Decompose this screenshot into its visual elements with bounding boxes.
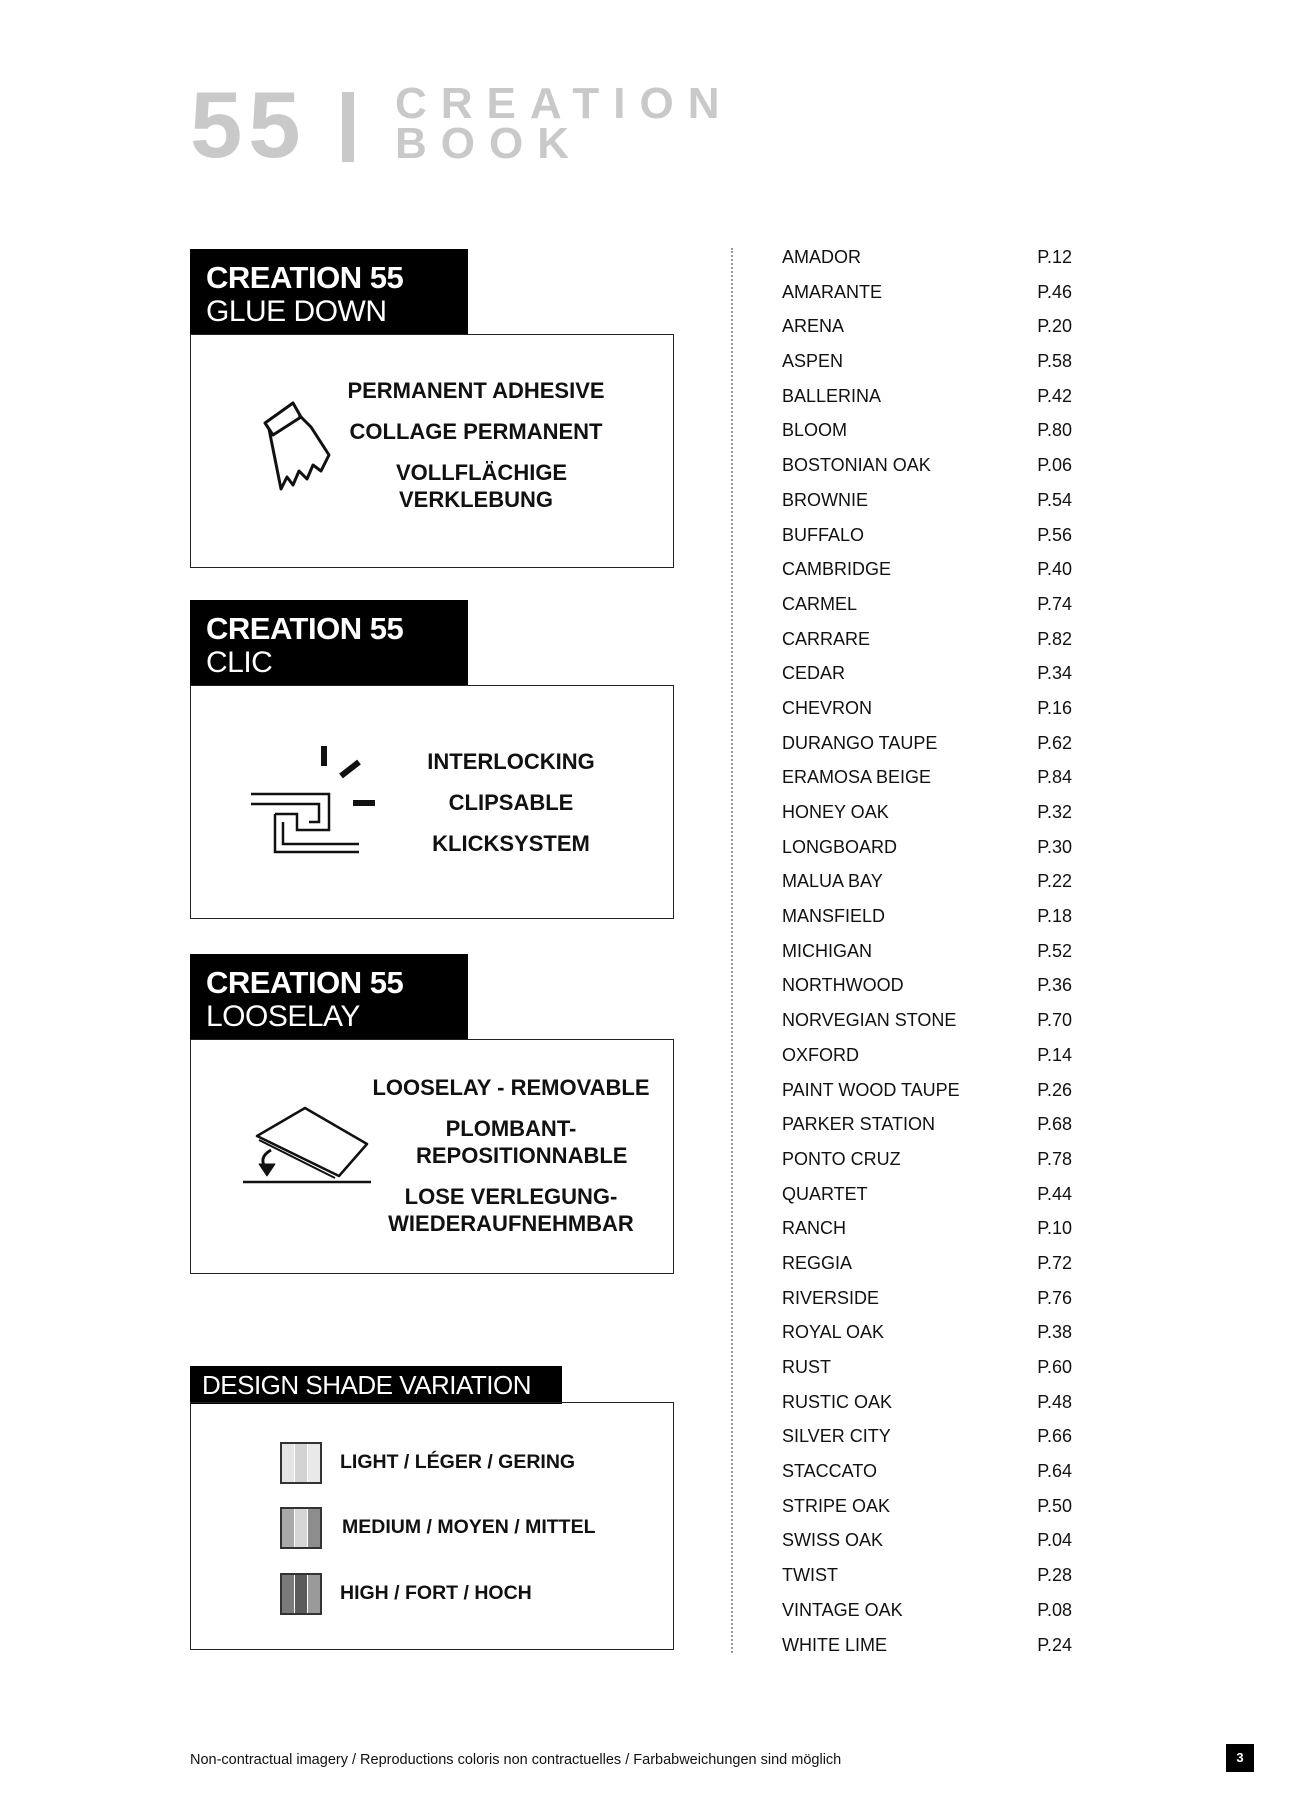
index-row	[782, 1597, 1072, 1632]
section-tab-glue-down	[190, 249, 468, 335]
index-page: P.30	[1037, 836, 1072, 857]
index-row	[782, 1042, 1072, 1077]
index-page: P.44	[1037, 1183, 1072, 1204]
section-line: PERMANENT ADHESIVE	[347, 378, 605, 403]
header-word-book: BOOK	[395, 119, 583, 168]
index-row	[782, 695, 1072, 730]
index-page: P.28	[1037, 1565, 1072, 1586]
index-name: STRIPE OAK	[782, 1495, 891, 1516]
index-page: P.52	[1037, 940, 1072, 961]
index-name: TWIST	[782, 1565, 838, 1586]
index-row	[782, 1527, 1072, 1562]
section-box-clic	[190, 685, 674, 919]
index-page: P.70	[1037, 1010, 1072, 1031]
index-page: P.76	[1037, 1287, 1072, 1308]
section-subtitle: CLIC	[206, 646, 273, 679]
swatch-stripe	[282, 1509, 295, 1547]
index-page: P.62	[1037, 732, 1072, 753]
index-name: MALUA BAY	[782, 871, 883, 892]
index-name: ASPEN	[782, 351, 844, 372]
index-row	[782, 903, 1072, 938]
swatch-stripe	[295, 1444, 308, 1482]
index-name: SILVER CITY	[782, 1426, 891, 1447]
index-page: P.40	[1037, 559, 1072, 580]
index-row	[782, 1423, 1072, 1458]
index-page: P.24	[1037, 1634, 1072, 1655]
index-name: BALLERINA	[782, 385, 882, 406]
index-page: P.42	[1037, 385, 1072, 406]
index-name: AMADOR	[782, 247, 862, 267]
swatch-stripe	[295, 1509, 308, 1547]
index-page: P.84	[1037, 767, 1072, 788]
section-lines	[396, 748, 626, 871]
index-page: P.46	[1037, 281, 1072, 302]
index-row	[782, 244, 1072, 279]
index-name: VINTAGE OAK	[782, 1599, 903, 1620]
index-page: P.32	[1037, 802, 1072, 822]
index-row	[782, 1389, 1072, 1424]
index-row	[782, 834, 1072, 869]
section-title: CREATION 55	[206, 965, 404, 1000]
index-name: NORVEGIAN STONE	[782, 1010, 957, 1031]
index-page: P.04	[1037, 1530, 1072, 1551]
index-name: RIVERSIDE	[782, 1287, 880, 1308]
page-header	[190, 72, 790, 177]
index-name: DURANGO TAUPE	[782, 732, 938, 753]
index-page: P.72	[1037, 1252, 1072, 1273]
section-title: CREATION 55	[206, 611, 404, 646]
index-page: P.60	[1037, 1357, 1072, 1377]
index-name: MICHIGAN	[782, 940, 872, 961]
index-row	[782, 1632, 1072, 1667]
index-page: P.34	[1037, 663, 1072, 684]
shade-swatch-light	[280, 1442, 322, 1484]
index-name: HONEY OAK	[782, 802, 889, 822]
index-row	[782, 1493, 1072, 1528]
index-name: LONGBOARD	[782, 836, 898, 857]
index-page: P.16	[1037, 697, 1072, 718]
index-page: P.14	[1037, 1044, 1072, 1065]
index-row	[782, 660, 1072, 695]
index-row	[782, 1458, 1072, 1493]
header-divider	[342, 92, 354, 162]
index-name: WHITE LIME	[782, 1634, 888, 1655]
swatch-stripe	[308, 1444, 320, 1482]
index-row	[782, 383, 1072, 418]
index-name: STACCATO	[782, 1461, 878, 1482]
index-page: P.82	[1037, 628, 1072, 649]
footer-disclaimer: Non-contractual imagery / Reproductions coloris non contractuelles / Farbabweichungen sind möglich	[190, 1752, 842, 1768]
index-name: RUSTIC OAK	[782, 1391, 893, 1412]
index-name: ROYAL OAK	[782, 1322, 885, 1343]
index-name: AMARANTE	[782, 281, 883, 302]
section-lines	[326, 377, 626, 513]
shade-variation-title: DESIGN SHADE VARIATION	[190, 1366, 562, 1404]
index-page: P.66	[1037, 1426, 1072, 1447]
index-page: P.56	[1037, 524, 1072, 545]
index-page: P.10	[1037, 1218, 1072, 1239]
index-row	[782, 348, 1072, 383]
index-name: PONTO CRUZ	[782, 1148, 901, 1169]
shade-label: MEDIUM / MOYEN / MITTEL	[342, 1516, 596, 1538]
shade-label: LIGHT / LÉGER / GERING	[340, 1451, 576, 1473]
index-name: NORTHWOOD	[782, 975, 904, 996]
index-page: P.12	[1037, 247, 1072, 267]
index-row	[782, 1146, 1072, 1181]
shade-swatch-medium	[280, 1507, 322, 1549]
index-name: PAINT WOOD TAUPE	[782, 1079, 960, 1100]
index-page: P.36	[1037, 975, 1072, 996]
section-line: INTERLOCKING	[427, 749, 595, 774]
section-tab-clic	[190, 600, 468, 686]
index-name: RUST	[782, 1357, 831, 1377]
index-row	[782, 972, 1072, 1007]
index-row	[782, 799, 1072, 834]
swatch-stripe	[308, 1575, 320, 1613]
index-page: P.48	[1037, 1391, 1072, 1412]
section-box-looselay	[190, 1039, 674, 1274]
index-row	[782, 1111, 1072, 1146]
index-name: QUARTET	[782, 1183, 868, 1204]
section-line: COLLAGE PERMANENT	[349, 419, 603, 444]
index-page: P.20	[1037, 316, 1072, 337]
index-row	[782, 313, 1072, 348]
index-page: P.78	[1037, 1148, 1072, 1169]
index-name: BLOOM	[782, 420, 848, 441]
index-name: CHEVRON	[782, 697, 873, 718]
section-line: LOOSELAY - REMOVABLE	[372, 1075, 650, 1100]
index-page: P.68	[1037, 1114, 1072, 1135]
index-row	[782, 1562, 1072, 1597]
index-name: BUFFALO	[782, 524, 865, 545]
click-joint-icon	[249, 744, 389, 864]
index-name: BROWNIE	[782, 489, 869, 510]
index-name: CAMBRIDGE	[782, 559, 892, 580]
index-page: P.58	[1037, 351, 1072, 372]
index-page: P.74	[1037, 593, 1072, 614]
index-row	[782, 730, 1072, 765]
index-page: P.80	[1037, 420, 1072, 441]
shade-swatch-high	[280, 1573, 322, 1615]
index-page: P.38	[1037, 1322, 1072, 1343]
index-row	[782, 1007, 1072, 1042]
index-page: P.06	[1037, 455, 1072, 476]
index-row	[782, 279, 1072, 314]
index-row	[782, 764, 1072, 799]
index-page: P.54	[1037, 489, 1072, 510]
index-row	[782, 1285, 1072, 1320]
page-number: 3	[1226, 1744, 1254, 1772]
index-name: SWISS OAK	[782, 1530, 884, 1551]
index-row	[782, 868, 1072, 903]
index-row	[782, 1354, 1072, 1389]
index-page: P.50	[1037, 1495, 1072, 1516]
swatch-stripe	[308, 1509, 320, 1547]
index-row	[782, 522, 1072, 557]
section-subtitle: GLUE DOWN	[206, 295, 387, 328]
index-row	[782, 452, 1072, 487]
section-line: KLICKSYSTEM	[432, 831, 590, 856]
header-number: 55	[190, 72, 307, 177]
product-index	[782, 244, 1072, 1666]
section-line: LOSE VERLEGUNG- WIEDERAUFNEHMBAR	[388, 1184, 634, 1236]
index-page: P.26	[1037, 1079, 1072, 1100]
looselay-tile-icon	[243, 1106, 373, 1186]
section-line: VOLLFLÄCHIGE VERKLEBUNG	[396, 460, 568, 512]
index-row	[782, 938, 1072, 973]
index-name: ARENA	[782, 316, 845, 337]
section-line: CLIPSABLE	[448, 790, 574, 815]
index-row	[782, 1181, 1072, 1216]
index-name: REGGIA	[782, 1252, 853, 1273]
index-row	[782, 417, 1072, 452]
index-page: P.08	[1037, 1599, 1072, 1620]
section-box-glue-down	[190, 334, 674, 568]
swatch-stripe	[282, 1444, 295, 1482]
index-name: OXFORD	[782, 1044, 860, 1065]
section-line: PLOMBANT- REPOSITIONNABLE	[416, 1116, 628, 1168]
column-divider	[731, 248, 733, 1653]
section-tab-looselay	[190, 954, 468, 1040]
index-name: CARMEL	[782, 593, 858, 614]
index-page: P.18	[1037, 906, 1072, 927]
index-row	[782, 1077, 1072, 1112]
swatch-stripe	[282, 1575, 295, 1613]
index-name: MANSFIELD	[782, 906, 886, 927]
header-word-creation: CREATION	[395, 79, 734, 128]
section-lines	[361, 1074, 661, 1237]
index-name: CARRARE	[782, 628, 871, 649]
section-title: CREATION 55	[206, 260, 404, 295]
index-name: BOSTONIAN OAK	[782, 455, 931, 476]
index-row	[782, 1250, 1072, 1285]
section-subtitle: LOOSELAY	[206, 1000, 360, 1033]
shade-label: HIGH / FORT / HOCH	[340, 1582, 532, 1604]
index-name: CEDAR	[782, 663, 846, 684]
index-row	[782, 626, 1072, 661]
index-row	[782, 556, 1072, 591]
index-name: ERAMOSA BEIGE	[782, 767, 932, 788]
index-row	[782, 487, 1072, 522]
index-page: P.22	[1037, 871, 1072, 892]
index-name: PARKER STATION	[782, 1114, 936, 1135]
swatch-stripe	[295, 1575, 308, 1613]
index-row	[782, 591, 1072, 626]
index-name: RANCH	[782, 1218, 847, 1239]
index-row	[782, 1319, 1072, 1354]
index-page: P.64	[1037, 1461, 1072, 1482]
index-row	[782, 1215, 1072, 1250]
